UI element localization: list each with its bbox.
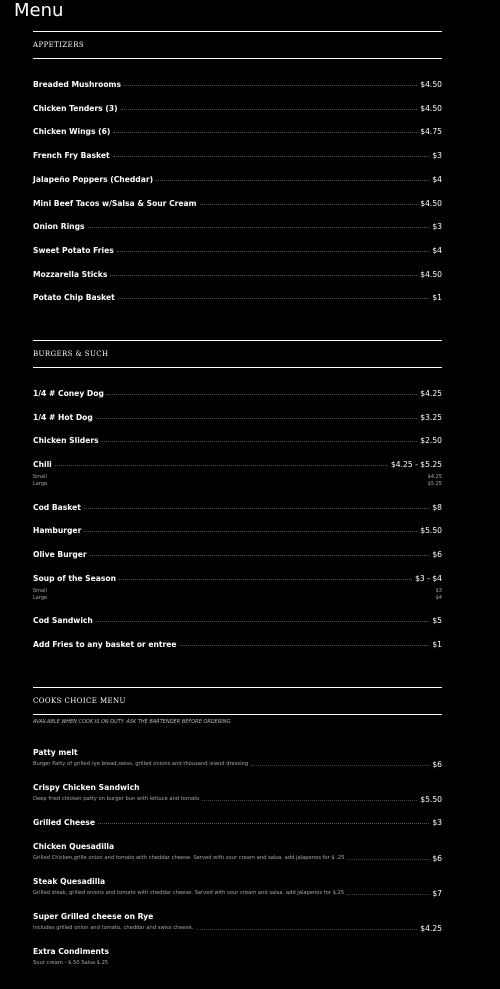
menu-item xyxy=(33,525,442,535)
item-price: $4.50 xyxy=(420,269,442,279)
item-price: $4.50 xyxy=(420,103,442,113)
item-price: $1 xyxy=(432,292,442,302)
item-option xyxy=(33,480,442,487)
dot-leader xyxy=(90,555,430,556)
dot-leader xyxy=(124,85,417,86)
item-option xyxy=(33,587,442,594)
item-name: Hamburger xyxy=(33,525,82,535)
item-name: Chicken Tenders (3) xyxy=(33,103,118,113)
item-price: $4 xyxy=(432,245,442,255)
item-price: $5.50 xyxy=(420,794,442,804)
item-name: Steak Quesadilla xyxy=(33,876,106,886)
dot-leader xyxy=(117,251,430,252)
dot-leader xyxy=(202,800,417,801)
item-description: Burger Patty of grilled rye bread,swiss, grilled onions and thousand island dressing xyxy=(33,761,249,767)
dot-leader xyxy=(88,227,430,228)
dot-leader xyxy=(347,894,429,895)
section-top-rule xyxy=(33,31,442,32)
item-name: Grilled Cheese xyxy=(33,817,95,827)
item-price: $1 xyxy=(432,639,442,649)
item-description-row xyxy=(33,923,442,933)
section-title-rule xyxy=(33,367,442,368)
section-top-rule xyxy=(33,687,442,688)
item-price: $4.50 xyxy=(420,198,442,208)
option-name: Large xyxy=(33,594,48,601)
item-description: Grilled Chicken,grille onion and tomato with cheddar cheese. Served with sour cream and salsa. add jalapenos for $ .25 xyxy=(33,855,345,861)
item-name: Soup of the Season xyxy=(33,573,117,583)
menu-item xyxy=(33,103,442,113)
item-price: $4.25 - $5.25 xyxy=(390,459,442,469)
menu-item xyxy=(33,573,442,583)
dot-leader xyxy=(113,156,430,157)
option-price: $3 xyxy=(435,587,442,594)
dot-leader xyxy=(118,298,430,299)
dot-leader xyxy=(84,531,417,532)
dot-leader xyxy=(200,204,418,205)
menu-item xyxy=(33,946,442,956)
item-name: Chicken Quesadilla xyxy=(33,841,115,851)
item-name: Breaded Mushrooms xyxy=(33,79,121,89)
dot-leader xyxy=(113,132,417,133)
item-name: French Fry Basket xyxy=(33,150,110,160)
item-name: Potato Chip Basket xyxy=(33,292,115,302)
section-top-rule xyxy=(33,340,442,341)
item-description-row xyxy=(33,853,442,863)
item-name: Mini Beef Tacos w/Salsa & Sour Cream xyxy=(33,198,197,208)
item-name: Olive Burger xyxy=(33,549,87,559)
menu-item xyxy=(33,549,442,559)
item-description: Deep fried chicken patty on burger bun with lettuce and tomato xyxy=(33,796,200,802)
dot-leader xyxy=(196,929,417,930)
item-price: $7 xyxy=(432,888,442,898)
item-name: Crispy Chicken Sandwich xyxy=(33,782,140,792)
item-name: Patty melt xyxy=(33,747,78,757)
option-name: Small xyxy=(33,473,47,480)
option-name: Large xyxy=(33,480,48,487)
menu-item xyxy=(33,747,442,757)
menu-item xyxy=(33,245,442,255)
item-description-row xyxy=(33,759,442,769)
item-name: Onion Rings xyxy=(33,221,85,231)
item-price: $5.50 xyxy=(420,525,442,535)
menu-item xyxy=(33,221,442,231)
item-name: Cod Basket xyxy=(33,502,81,512)
item-name: Mozzarella Sticks xyxy=(33,269,108,279)
item-name: 1/4 # Hot Dog xyxy=(33,412,93,422)
item-price: $3 xyxy=(432,221,442,231)
item-price: $6 xyxy=(432,549,442,559)
item-name: Chili xyxy=(33,459,52,469)
item-description: Sour cream - $.50 Salsa $.25 xyxy=(33,960,109,966)
item-name: Super Grilled cheese on Rye xyxy=(33,911,154,921)
item-name: Jalapeño Poppers (Cheddar) xyxy=(33,174,154,184)
dot-leader xyxy=(96,621,429,622)
item-name: Cod Sandwich xyxy=(33,615,93,625)
dot-leader xyxy=(107,394,417,395)
menu-item xyxy=(33,639,442,649)
menu-item xyxy=(33,174,442,184)
dot-leader xyxy=(121,109,418,110)
menu-item xyxy=(33,126,442,136)
menu-item xyxy=(33,911,442,921)
item-description: Includes grilled onion and tomato, cheddar and swiss cheese. xyxy=(33,925,194,931)
dot-leader xyxy=(96,418,417,419)
item-price: $4.25 xyxy=(420,923,442,933)
item-option xyxy=(33,473,442,480)
item-description: Grilled steak, grilled onions and tomato with cheddar cheese. Served with sour cream and salsa. add jalapenos for $.25 xyxy=(33,890,345,896)
section-title-appetizers: APPETIZERS xyxy=(33,41,85,49)
menu-item xyxy=(33,79,442,89)
menu-item xyxy=(33,269,442,279)
section-title-burgers: BURGERS & SUCH xyxy=(33,350,109,358)
page-title: Menu xyxy=(14,0,64,21)
item-price: $6 xyxy=(432,853,442,863)
section-title-cooks-choice: COOKS CHOICE MENU xyxy=(33,697,126,705)
item-name: Extra Condiments xyxy=(33,946,110,956)
item-price: $3 - $4 xyxy=(415,573,442,583)
menu-item xyxy=(33,150,442,160)
dot-leader xyxy=(110,275,417,276)
item-name: Chicken Sliders xyxy=(33,435,99,445)
menu-item xyxy=(33,502,442,512)
item-price: $5 xyxy=(432,615,442,625)
item-name: 1/4 # Coney Dog xyxy=(33,388,104,398)
item-price: $4.50 xyxy=(420,79,442,89)
item-option xyxy=(33,594,442,601)
menu-item xyxy=(33,782,442,792)
item-name: Add Fries to any basket or entree xyxy=(33,639,177,649)
item-description-row xyxy=(33,794,442,804)
menu-item xyxy=(33,292,442,302)
item-price: $4 xyxy=(432,174,442,184)
item-description-row xyxy=(33,958,442,968)
section-note: AVAILABLE WHEN COOK IS ON DUTY. ASK THE BARTENDER BEFORE ORDERING xyxy=(33,719,231,725)
option-price: $4.25 xyxy=(427,473,442,480)
item-price: $3.25 xyxy=(420,412,442,422)
item-price: $8 xyxy=(432,502,442,512)
item-price: $3 xyxy=(432,150,442,160)
item-price: $4.25 xyxy=(420,388,442,398)
item-name: Chicken Wings (6) xyxy=(33,126,111,136)
dot-leader xyxy=(119,579,412,580)
menu-item xyxy=(33,198,442,208)
menu-item xyxy=(33,412,442,422)
item-name: Sweet Potato Fries xyxy=(33,245,114,255)
menu-item xyxy=(33,876,442,886)
menu-item xyxy=(33,388,442,398)
item-price: $2.50 xyxy=(420,435,442,445)
dot-leader xyxy=(84,508,429,509)
menu-item xyxy=(33,615,442,625)
dot-leader xyxy=(348,859,430,860)
menu-item xyxy=(33,459,442,469)
item-price: $4.75 xyxy=(420,126,442,136)
item-price: $6 xyxy=(432,759,442,769)
menu-item xyxy=(33,435,442,445)
dot-leader xyxy=(156,180,429,181)
section-title-rule xyxy=(33,714,442,715)
menu-item xyxy=(33,841,442,851)
dot-leader xyxy=(102,441,418,442)
dot-leader xyxy=(180,645,430,646)
item-price: $3 xyxy=(432,817,442,827)
option-price: $5.25 xyxy=(427,480,442,487)
option-name: Small xyxy=(33,587,47,594)
dot-leader xyxy=(55,465,388,466)
item-description-row xyxy=(33,888,442,898)
section-title-rule xyxy=(33,58,442,59)
dot-leader xyxy=(251,765,429,766)
option-price: $4 xyxy=(435,594,442,601)
dot-leader xyxy=(98,823,429,824)
menu-item xyxy=(33,817,442,827)
